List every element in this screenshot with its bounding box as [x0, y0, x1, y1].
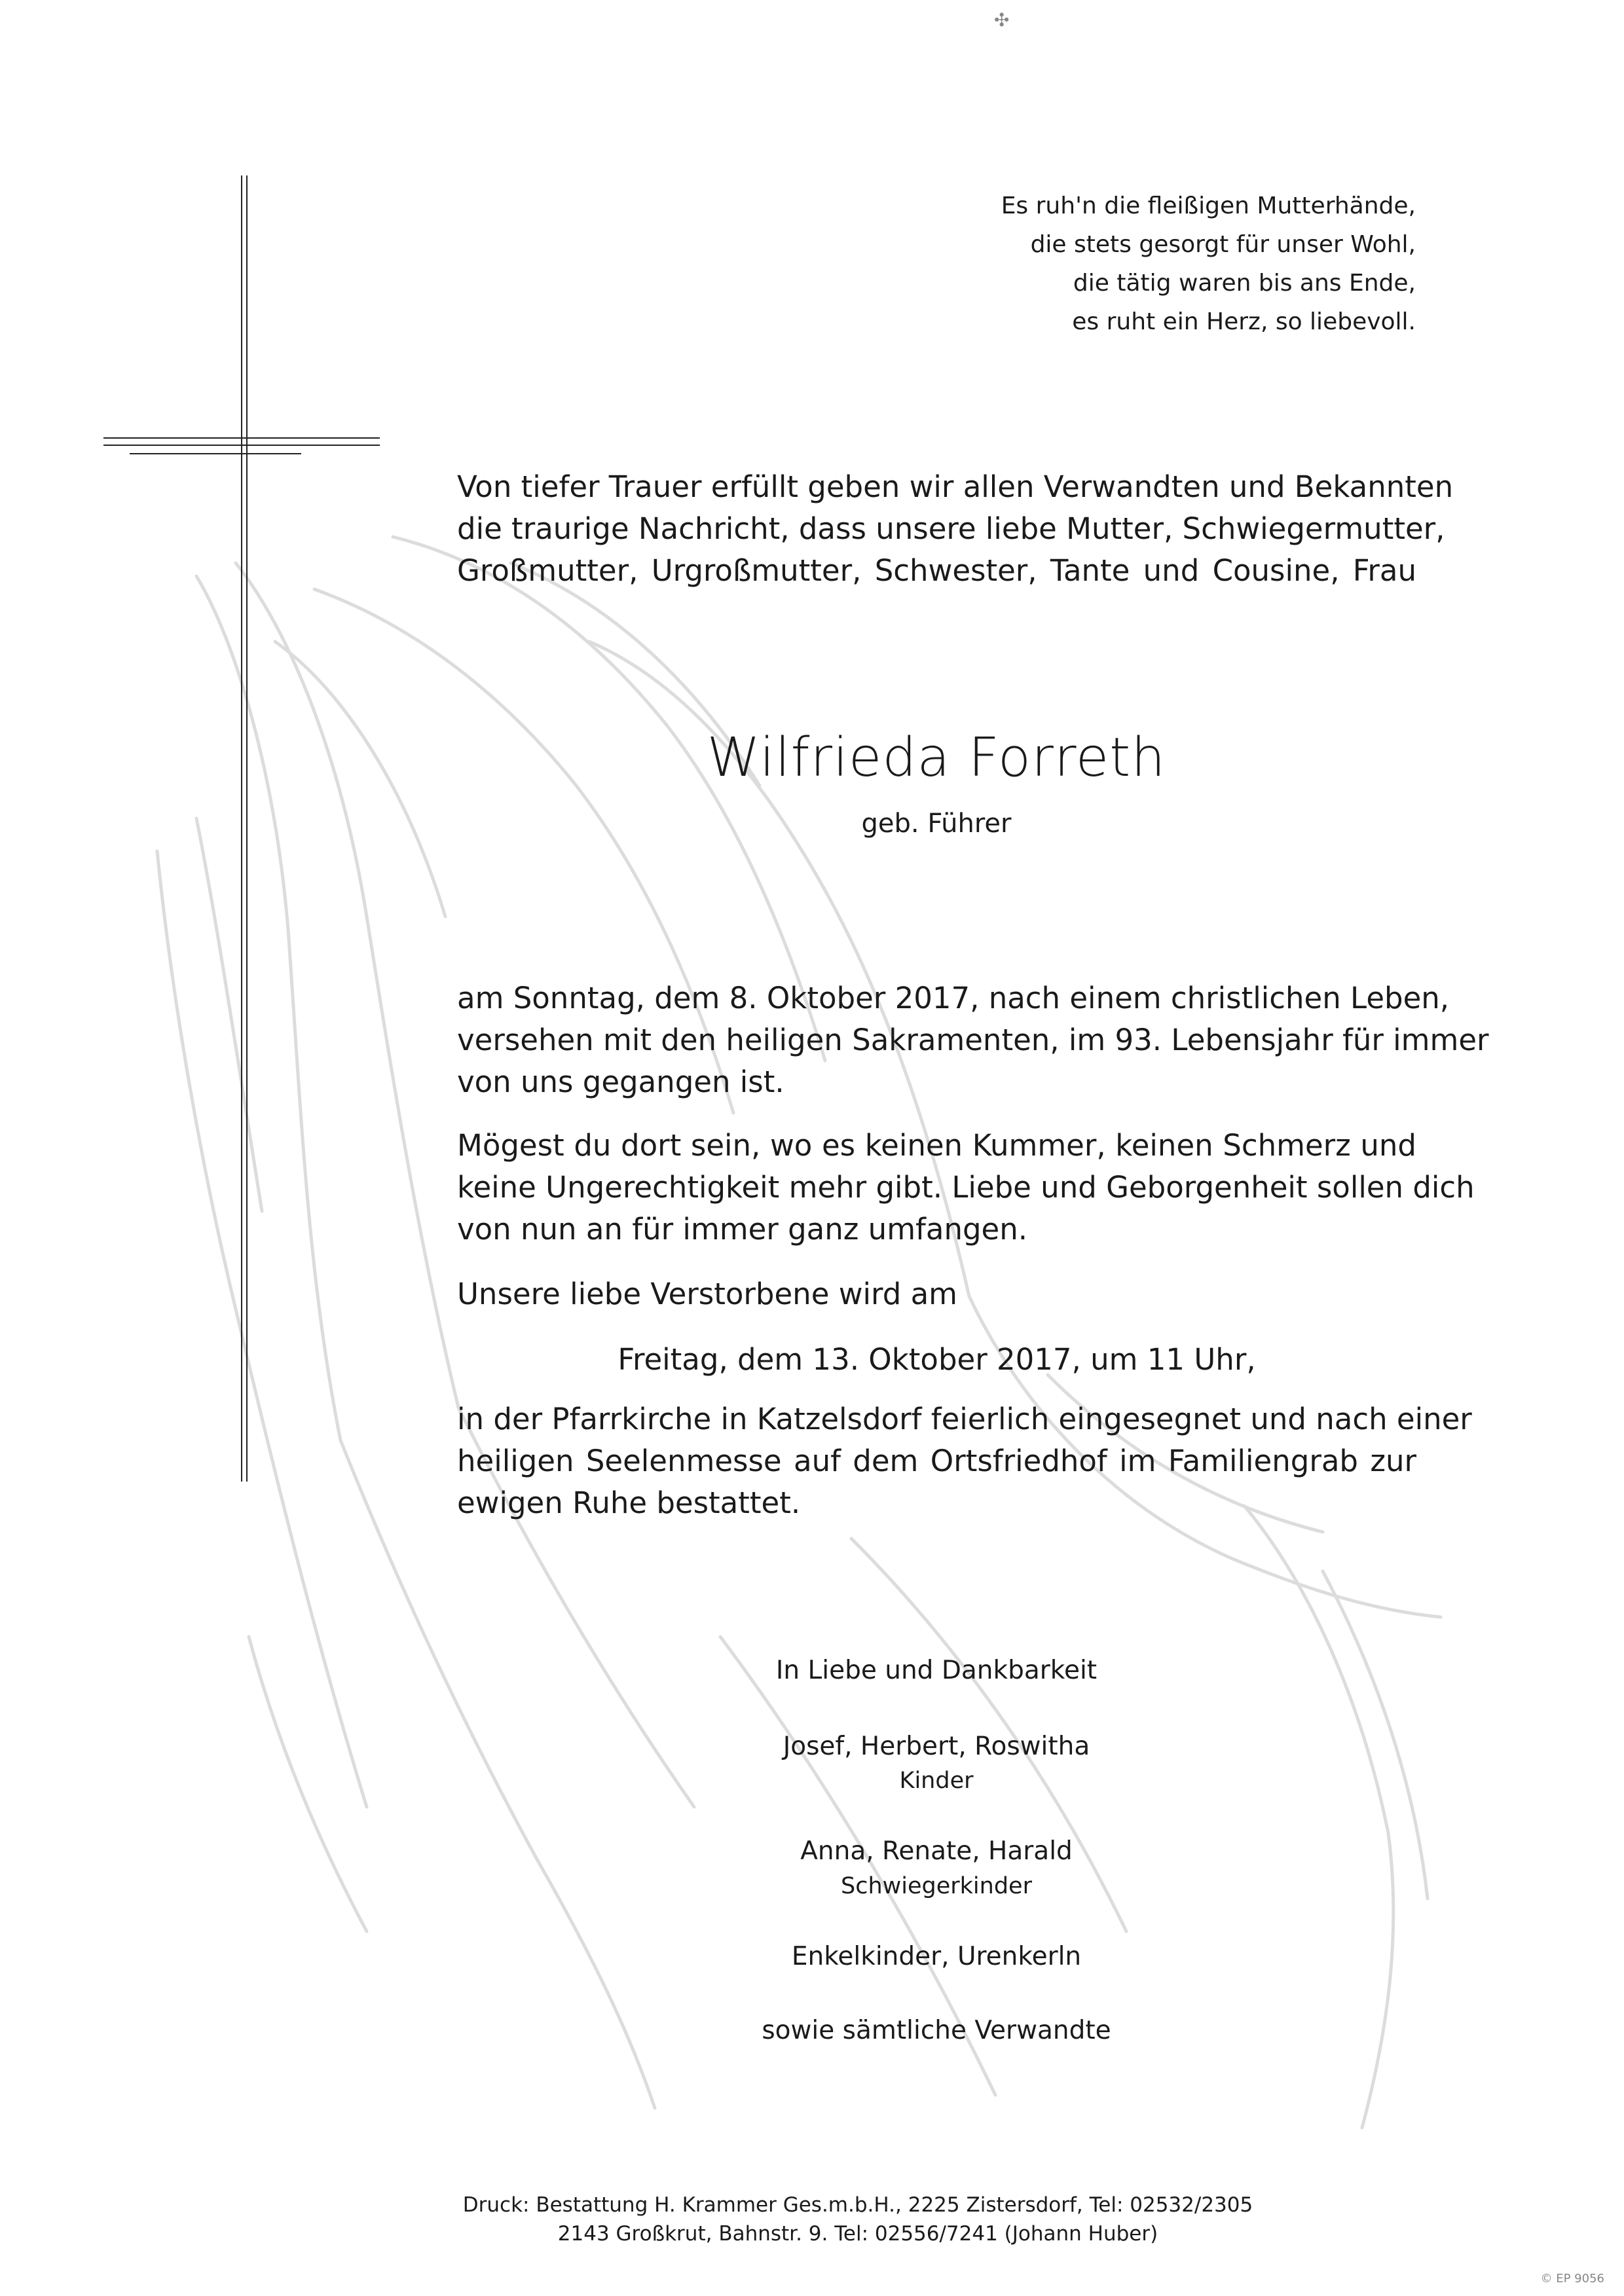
verse-line: die tätig waren bis ans Ende,: [1073, 270, 1416, 297]
form-code: © EP 9056: [1540, 2272, 1604, 2286]
children-label: Kinder: [899, 1768, 974, 1794]
paragraph-line: in der Pfarrkirche in Katzelsdorf feierlich eingesegnet und nach einer: [457, 1402, 1472, 1436]
paragraph-line: von nun an für immer ganz umfangen.: [457, 1212, 1028, 1247]
paragraph-line: heiligen Seelenmesse auf dem Ortsfriedhof im Familiengrab zur: [457, 1444, 1416, 1478]
memorial-verse: [826, 187, 1416, 341]
passing-paragraph: [457, 977, 1489, 1103]
children-names: Josef, Herbert, Roswitha: [783, 1732, 1090, 1761]
printer-address-line: 2143 Großkrut, Bahnstr. 9. Tel: 02556/7241 (Johann Huber): [557, 2222, 1158, 2246]
funeral-paragraph: [457, 1398, 1472, 1524]
paragraph-line: Mögest du dort sein, wo es keinen Kummer, keinen Schmerz und: [457, 1128, 1416, 1163]
maiden-name: geb. Führer: [861, 809, 1012, 839]
scan-mark: ✣: [994, 9, 1010, 31]
paragraph-line: ewigen Ruhe bestattet.: [457, 1485, 801, 1520]
intro-line: Großmutter, Urgroßmutter, Schwester, Tante und Cousine, Frau: [457, 553, 1416, 588]
paragraph-line: versehen mit den heiligen Sakramenten, im 93. Lebensjahr für immer: [457, 1023, 1489, 1057]
intro-line: die traurige Nachricht, dass unsere liebe Mutter, Schwiegermutter,: [457, 511, 1445, 546]
grandchildren-line: Enkelkinder, Urenkerln: [791, 1942, 1082, 1971]
cross-horizontal-beam: [103, 437, 380, 456]
service-date: Freitag, dem 13. Oktober 2017, um 11 Uhr,: [618, 1342, 1256, 1377]
deceased-name: Wilfrieda Forreth: [707, 727, 1166, 789]
intro-line: Von tiefer Trauer erfüllt geben wir allen Verwandten und Bekannten: [457, 469, 1454, 504]
relatives-line: sowie sämtliche Verwandte: [762, 2016, 1111, 2045]
closing-line: In Liebe und Dankbarkeit: [775, 1656, 1098, 1685]
paragraph-line: am Sonntag, dem 8. Oktober 2017, nach einem christlichen Leben,: [457, 981, 1450, 1015]
paragraph-line: von uns gegangen ist.: [457, 1065, 784, 1099]
verse-line: die stets gesorgt für unser Wohl,: [1030, 231, 1416, 258]
verse-line: es ruht ein Herz, so liebevoll.: [1072, 308, 1416, 335]
blessing-paragraph: [457, 1125, 1475, 1250]
inlaws-names: Anna, Renate, Harald: [800, 1836, 1073, 1866]
paragraph-line: keine Ungerechtigkeit mehr gibt. Liebe und Geborgenheit sollen dich: [457, 1170, 1475, 1205]
inlaws-label: Schwiegerkinder: [841, 1873, 1032, 1899]
verse-line: Es ruh'n die fleißigen Mutterhände,: [1001, 192, 1416, 219]
printer-line: Druck: Bestattung H. Krammer Ges.m.b.H., 2225 Zistersdorf, Tel: 02532/2305: [462, 2193, 1253, 2217]
funeral-intro: Unsere liebe Verstorbene wird am: [457, 1277, 957, 1311]
cross-vertical-beam: [241, 175, 248, 1482]
announcement-intro: [457, 466, 1454, 592]
